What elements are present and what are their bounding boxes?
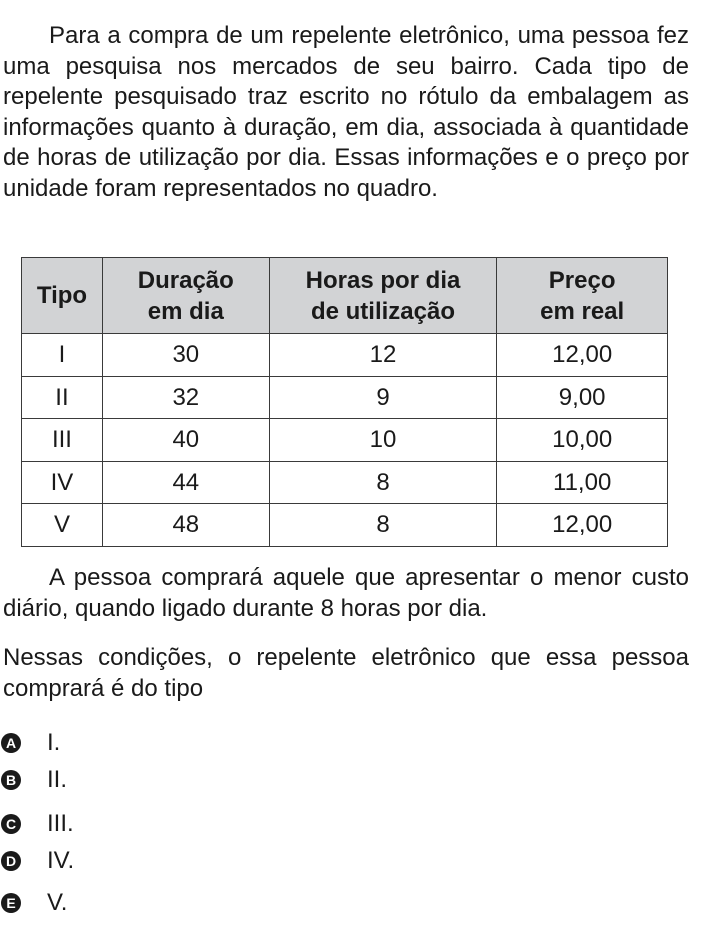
cell-tipo: III [22, 419, 103, 462]
table-row [22, 461, 668, 504]
cell-preco: 9,00 [497, 376, 668, 419]
cell-tipo: V [22, 504, 103, 547]
cell-duracao: 30 [102, 334, 269, 377]
question-stem: Nessas condições, o repelente eletrônico que essa pessoa comprará é do tipo [3, 644, 689, 702]
cell-tipo: II [22, 376, 103, 419]
option-letter-badge: A [1, 733, 21, 753]
table-row [22, 419, 668, 462]
cell-tipo: I [22, 334, 103, 377]
header-duracao: Duração em dia [102, 258, 269, 334]
cell-duracao: 40 [102, 419, 269, 462]
criterion-paragraph: A pessoa comprará aquele que apresentar o menor custo diário, quando ligado durante 8 horas por dia. [3, 564, 689, 622]
option-letter-badge: C [1, 814, 21, 834]
option-letter-badge: E [1, 893, 21, 913]
cell-horas: 8 [269, 461, 497, 504]
option-text: III. [47, 810, 74, 837]
table-row [22, 376, 668, 419]
option-letter-badge: D [1, 851, 21, 871]
option-text: I. [47, 729, 61, 756]
option-text: V. [47, 889, 68, 916]
repellent-table [21, 257, 668, 547]
cell-duracao: 44 [102, 461, 269, 504]
header-horas: Horas por dia de utilização [269, 258, 497, 334]
intro-paragraph: Para a compra de um repelente eletrônico, uma pessoa fez uma pesquisa nos mercados de seu bairro. Cada tipo de repelente pesquisado traz escrito no rótulo da embalagem as informações quanto à duração, em dia, associada à quantidade de horas de utilização por dia. Essas informações e o preço por unidade foram representados no quadro. [3, 22, 689, 202]
option-letter-badge: B [1, 770, 21, 790]
cell-preco: 10,00 [497, 419, 668, 462]
cell-preco: 12,00 [497, 334, 668, 377]
cell-horas: 9 [269, 376, 497, 419]
option-text: IV. [47, 847, 75, 874]
header-tipo: Tipo [22, 258, 103, 334]
table-header-row [22, 258, 668, 334]
table-row [22, 504, 668, 547]
cell-horas: 8 [269, 504, 497, 547]
cell-duracao: 48 [102, 504, 269, 547]
cell-horas: 12 [269, 334, 497, 377]
cell-preco: 11,00 [497, 461, 668, 504]
option-text: II. [47, 766, 68, 793]
table-row [22, 334, 668, 377]
cell-horas: 10 [269, 419, 497, 462]
cell-tipo: IV [22, 461, 103, 504]
header-preco: Preço em real [497, 258, 668, 334]
cell-duracao: 32 [102, 376, 269, 419]
cell-preco: 12,00 [497, 504, 668, 547]
